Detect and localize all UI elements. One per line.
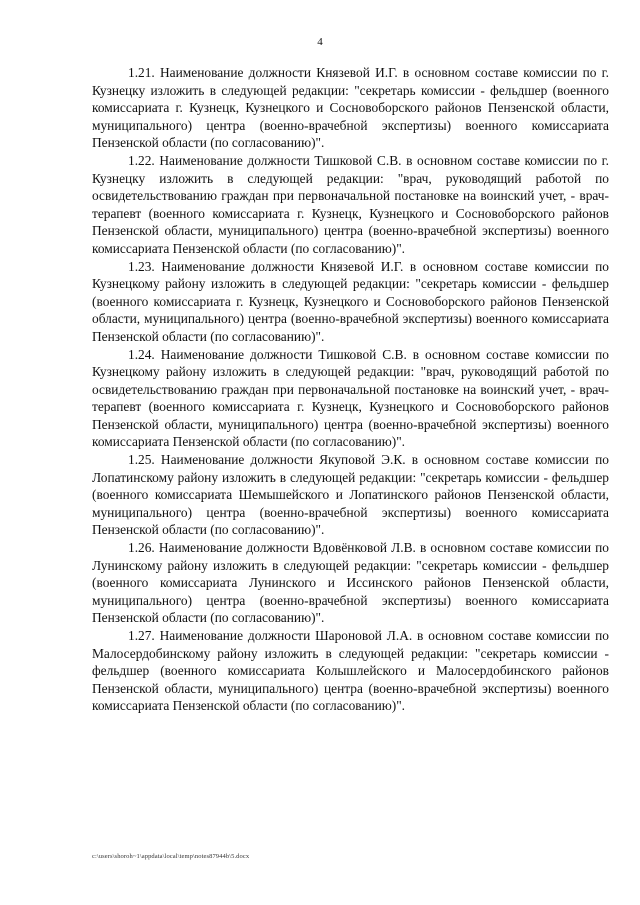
- page-number: 4: [317, 36, 323, 48]
- document-body: [92, 64, 609, 715]
- paragraph-1-23: 1.23. Наименование должности Князевой И.Г. в основном составе комиссии по Кузнецкому району изложить в следующей редакции: "секретарь комиссии - фельдшер (военного комиссариата г. Кузнецк, Кузнецкого и Сосновоборского районов Пензенской области, муниципального) центра (военно-врачебной экспертизы) военного комиссариата Пензенской области (по согласованию)".: [92, 258, 609, 344]
- paragraph-1-26: 1.26. Наименование должности Вдовёнковой Л.В. в основном составе комиссии по Лунинскому району изложить в следующей редакции: "секретарь комиссии - фельдшер (военного комиссариата Лунинского и Иссинского районов Пензенской области, муниципального) центра (военно-врачебной экспертизы) военного комиссариата Пензенской области (по согласованию)".: [92, 540, 609, 626]
- paragraph-1-25: 1.25. Наименование должности Якуповой Э.К. в основном составе комиссии по Лопатинскому району изложить в следующей редакции: "секретарь комиссии - фельдшер (военного комиссариата Шемышейского и Лопатинского районов Пензенской области, муниципального) центра (военно-врачебной экспертизы) военного комиссариата Пензенской области (по согласованию)".: [92, 452, 609, 538]
- paragraph-1-22: 1.22. Наименование должности Тишковой С.В. в основном составе комиссии по г. Кузнецку изложить в следующей редакции: "врач, руководящий работой по освидетельствованию граждан при первоначальной постановке на воинский учет, - врач-терапевт (военного комиссариата г. Кузнецк, Кузнецкого и Сосновоборского районов Пензенской области, муниципального) центра (военно-врачебной экспертизы) военного комиссариата Пензенской области (по согласованию)".: [92, 152, 609, 256]
- paragraph-1-24: 1.24. Наименование должности Тишковой С.В. в основном составе комиссии по Кузнецкому району изложить в следующей редакции: "врач, руководящий работой по освидетельствованию граждан при первоначальной постановке на воинский учет, - врач-терапевт (военного комиссариата г. Кузнецк, Кузнецкого и Сосновоборского районов Пензенской области, муниципального) центра (военно-врачебной экспертизы) военного комиссариата Пензенской области (по согласованию)".: [92, 346, 609, 450]
- footer-file-path: c:\users\shoroh~1\appdata\local\temp\notes87944b\5.docx: [92, 853, 250, 860]
- paragraph-1-27: 1.27. Наименование должности Шароновой Л.А. в основном составе комиссии по Малосердобинскому району изложить в следующей редакции: "секретарь комиссии - фельдшер (военного комиссариата Колышлейского и Малосердобинского районов Пензенской области, муниципального) центра (военно-врачебной экспертизы) военного комиссариата Пензенской области (по согласованию)".: [92, 628, 609, 714]
- paragraph-1-21: 1.21. Наименование должности Князевой И.Г. в основном составе комиссии по г. Кузнецку изложить в следующей редакции: "секретарь комиссии - фельдшер (военного комиссариата г. Кузнецк, Кузнецкого и Сосновоборского районов Пензенской области, муниципального) центра (военно-врачебной экспертизы) военного комиссариата Пензенской области (по согласованию)".: [92, 65, 609, 151]
